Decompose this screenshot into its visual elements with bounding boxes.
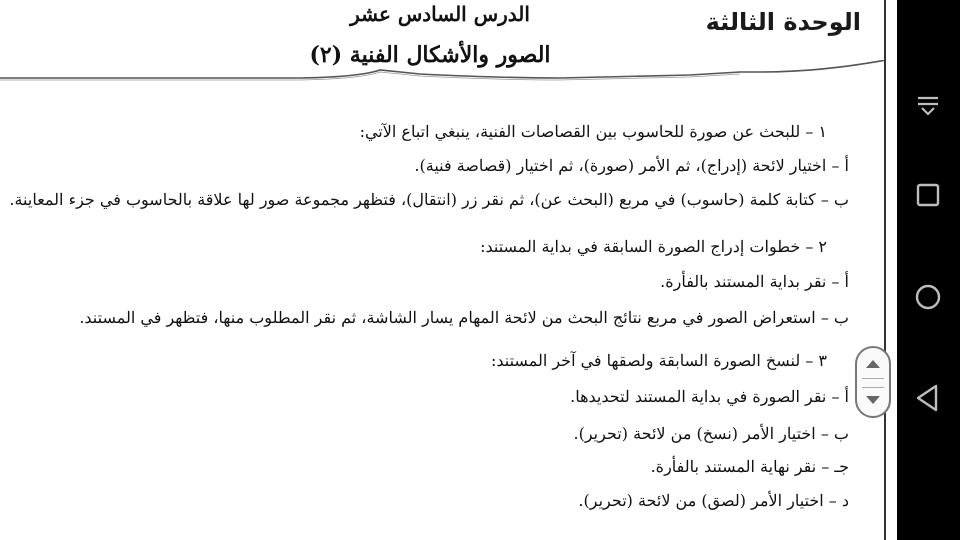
home-circle-icon[interactable] <box>908 277 948 317</box>
section-3-heading: ٣ – لنسخ الصورة السابقة ولصقها في آخر المستند: <box>490 351 827 370</box>
section-1-heading: ١ – للبحث عن صورة للحاسوب بين القصاصات الفنية، ينبغي اتباع الآتي: <box>359 122 827 141</box>
section-2-step-a: أ – نقر بداية المستند بالفأرة. <box>660 272 849 291</box>
menu-collapse-icon[interactable] <box>908 86 948 126</box>
scroll-grip <box>862 378 884 388</box>
section-1-step-b: ب – كتابة كلمة (حاسوب) في مربع (البحث عن)، ثم نقر زر (انتقال)، فتظهر مجموعة صور لها علاقة بالحاسوب في جزء المعاينة. <box>9 190 849 209</box>
recents-square-icon[interactable] <box>908 175 948 215</box>
back-triangle-icon[interactable] <box>908 378 948 418</box>
unit-title: الوحدة الثالثة <box>705 8 861 36</box>
section-1-step-a: أ – اختيار لائحة (إدراج)، ثم الأمر (صورة)، ثم اختيار (قصاصة فنية). <box>414 156 849 175</box>
lesson-title: الصور والأشكال الفنية (٢) <box>309 42 551 68</box>
section-3-step-c: جـ – نقر نهاية المستند بالفأرة. <box>650 457 849 476</box>
chevron-up-icon[interactable] <box>863 354 883 374</box>
section-2-step-b: ب – استعراض الصور في مربع نتائج البحث من لائحة المهام يسار الشاشة، ثم نقر المطلوب منها، فتظهر في المستند. <box>79 308 849 327</box>
lesson-number: الدرس السادس عشر <box>350 2 530 26</box>
section-3-step-b: ب – اختيار الأمر (نسخ) من لائحة (تحرير). <box>573 424 849 443</box>
section-3-step-d: د – اختيار الأمر (لصق) من لائحة (تحرير). <box>578 491 849 510</box>
page-edge <box>884 0 886 540</box>
section-3-step-a: أ – نقر الصورة في بداية المستند لتحديدها. <box>570 387 849 406</box>
section-2-heading: ٢ – خطوات إدراج الصورة السابقة في بداية المستند: <box>480 237 827 256</box>
page-scroll-widget[interactable] <box>855 346 891 418</box>
android-navigation-bar <box>897 0 960 540</box>
chevron-down-icon[interactable] <box>863 390 883 410</box>
header-divider <box>0 60 886 100</box>
